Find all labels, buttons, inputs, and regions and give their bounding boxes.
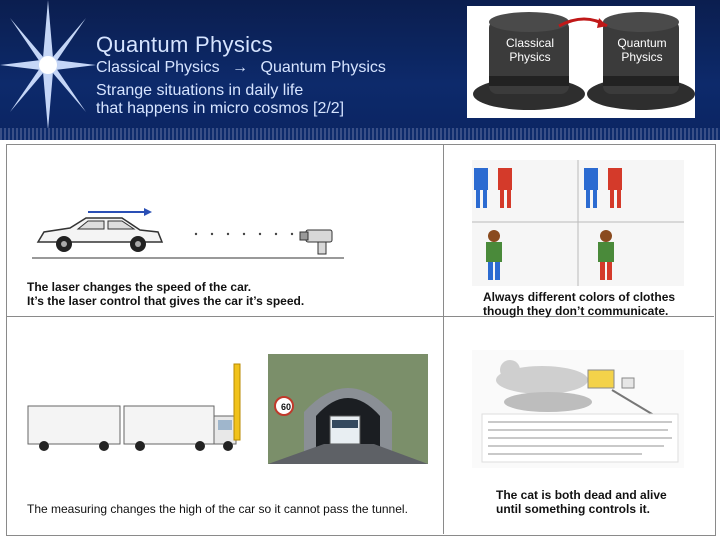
slide-header bbox=[0, 0, 720, 140]
truck-caption: The measuring changes the high of the car so it cannot pass the tunnel. bbox=[27, 502, 408, 516]
starburst-icon bbox=[0, 0, 96, 130]
cat-experiment-illustration bbox=[472, 350, 684, 468]
cat-caption-line-2: until something controls it. bbox=[496, 502, 650, 516]
header-stripe bbox=[0, 128, 720, 140]
cat-caption-line-1: The cat is both dead and alive bbox=[496, 488, 667, 502]
subtitle bbox=[96, 59, 386, 77]
arrow-icon: → bbox=[232, 59, 249, 76]
subtitle-line-2: Strange situations in daily life bbox=[96, 82, 304, 99]
hat-label-quantum: Quantum Physics bbox=[617, 36, 667, 64]
page-title: Quantum Physics bbox=[96, 32, 273, 57]
subtitle-right: Quantum Physics bbox=[260, 59, 386, 76]
truck-tunnel-illustration bbox=[24, 354, 428, 464]
clothes-illustration bbox=[472, 160, 684, 286]
clothes-caption-line-2: though they don’t communicate. bbox=[483, 304, 669, 318]
subtitle-line-3: that happens in micro cosmos [2/2] bbox=[96, 100, 345, 117]
car-caption bbox=[27, 280, 304, 308]
speed-sign: 60 bbox=[280, 402, 291, 412]
hats-illustration bbox=[467, 6, 695, 118]
car-caption-line-2: It’s the laser control that gives the car it’s speed. bbox=[27, 294, 305, 308]
clothes-caption bbox=[483, 290, 675, 318]
hat-label-classical: Classical Physics bbox=[505, 36, 554, 64]
clothes-caption-line-1: Always different colors of clothes bbox=[483, 290, 676, 304]
cat-caption bbox=[496, 488, 667, 516]
subtitle-left: Classical Physics bbox=[96, 59, 220, 76]
car-caption-line-1: The laser changes the speed of the car. bbox=[27, 280, 252, 294]
divider-vertical bbox=[443, 144, 444, 534]
car-laser-illustration bbox=[30, 200, 350, 265]
